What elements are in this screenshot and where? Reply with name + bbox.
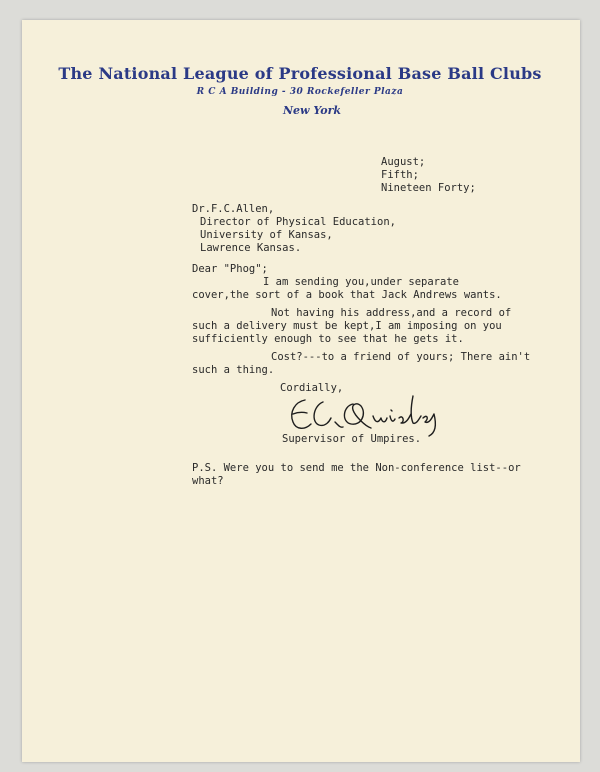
body-p2-line-1: Not having his address,and a record of xyxy=(271,307,512,319)
date-line-2: Fifth; xyxy=(381,169,419,181)
handwritten-signature xyxy=(283,392,443,438)
body-p1-line-2: cover,the sort of a book that Jack Andrews wants. xyxy=(192,289,502,301)
date-line-3: Nineteen Forty; xyxy=(381,182,476,194)
recipient-title: Director of Physical Education, xyxy=(200,216,396,228)
body-p1-line-1: I am sending you,under separate xyxy=(263,276,459,288)
recipient-institution: University of Kansas, xyxy=(200,229,333,241)
letterhead-title: The National League of Professional Base Ball Clubs xyxy=(58,64,542,83)
body-p3-line-2: such a thing. xyxy=(192,364,275,376)
signer-title: Supervisor of Umpires. xyxy=(282,433,422,445)
recipient-location: Lawrence Kansas. xyxy=(200,242,302,254)
closing: Cordially, xyxy=(280,382,344,394)
body-p3-line-1: Cost?---to a friend of yours; There ain't xyxy=(271,351,531,363)
body-p2-line-3: sufficiently enough to see that he gets it. xyxy=(192,333,464,345)
salutation: Dear "Phog"; xyxy=(192,263,268,275)
date-line-1: August; xyxy=(381,156,426,168)
postscript-line-1: P.S. Were you to send me the Non-conference list--or xyxy=(192,462,521,474)
letterhead-city: New York xyxy=(282,104,341,117)
letterhead-address: R C A Building - 30 Rockefeller Plaza xyxy=(196,87,404,97)
body-p2-line-2: such a delivery must be kept,I am imposing on you xyxy=(192,320,502,332)
recipient-name: Dr.F.C.Allen, xyxy=(192,203,275,215)
postscript-line-2: what? xyxy=(192,475,224,487)
